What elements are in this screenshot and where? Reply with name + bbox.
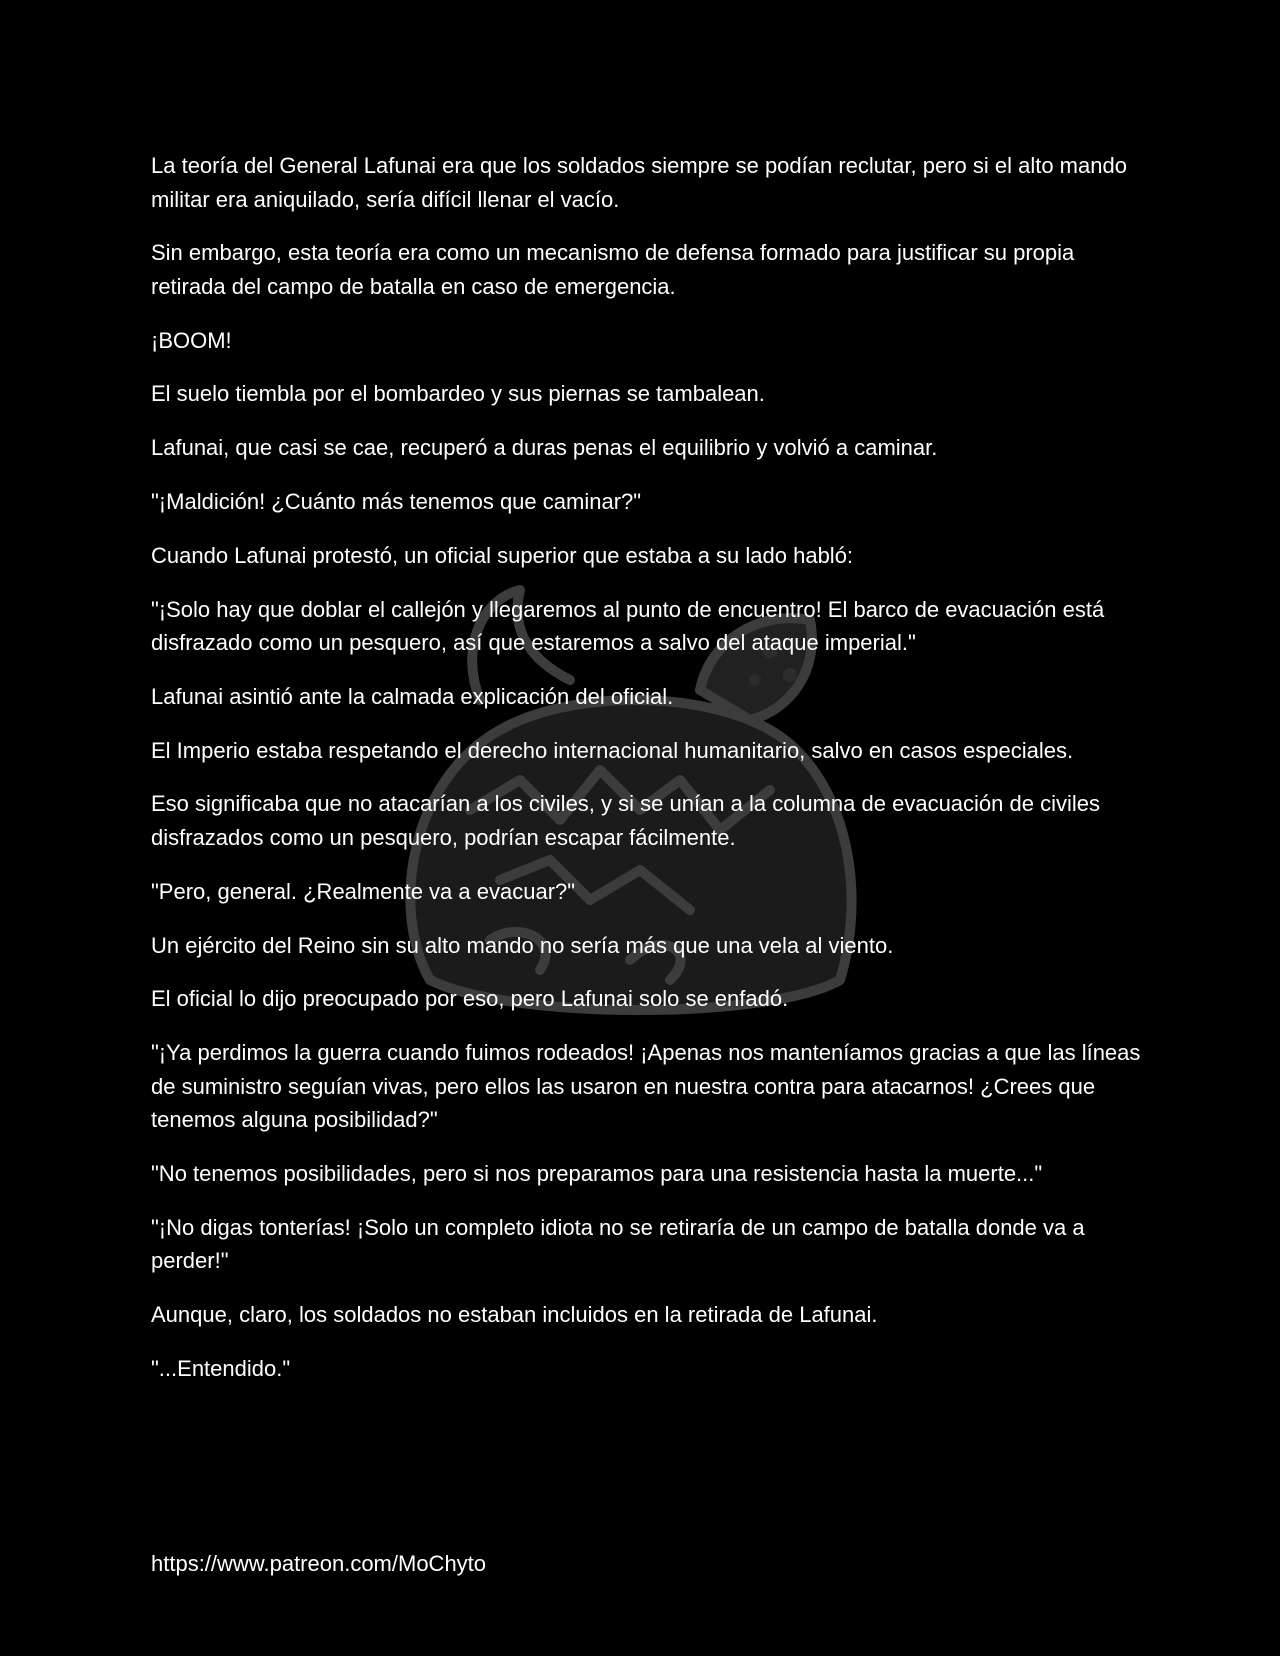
paragraph: "¡Maldición! ¿Cuánto más tenemos que caminar?" xyxy=(151,488,642,514)
paragraph: El oficial lo dijo preocupado por eso, pero Lafunai solo se enfadó. xyxy=(151,986,789,1012)
paragraph: Sin embargo, esta teoría era como un mecanismo de defensa formado para justificar su propia retirada del campo de batalla en caso de emergencia. xyxy=(151,240,1075,299)
chapter-text xyxy=(151,149,1141,1406)
paragraph: Lafunai, que casi se cae, recuperó a duras penas el equilibrio y volvió a caminar. xyxy=(151,435,938,461)
paragraph: "¡No digas tonterías! ¡Solo un completo idiota no se retiraría de un campo de batalla donde va a perder!" xyxy=(151,1214,1085,1274)
paragraph: "Pero, general. ¿Realmente va a evacuar?" xyxy=(151,878,576,904)
paragraph: "¡Solo hay que doblar el callejón y llegaremos al punto de encuentro! El barco de evacuación está disfrazado como un pesquero, así que estaremos a salvo del ataque imperial." xyxy=(151,596,1105,656)
paragraph: Aunque, claro, los soldados no estaban incluidos en la retirada de Lafunai. xyxy=(151,1302,878,1328)
paragraph: Un ejército del Reino sin su alto mando no sería más que una vela al viento. xyxy=(151,932,894,958)
paragraph: El suelo tiembla por el bombardeo y sus piernas se tambalean. xyxy=(151,381,765,407)
paragraph: La teoría del General Lafunai era que los soldados siempre se podían reclutar, pero si el alto mando militar era aniquilado, sería difícil llenar el vacío. xyxy=(151,153,1127,212)
patreon-link[interactable]: https://www.patreon.com/MoChyto xyxy=(151,1551,487,1576)
paragraph: Lafunai asintió ante la calmada explicación del oficial. xyxy=(151,683,674,709)
paragraph: "...Entendido." xyxy=(151,1355,291,1381)
paragraph: ¡BOOM! xyxy=(151,327,232,353)
paragraph: Eso significaba que no atacarían a los civiles, y si se unían a la columna de evacuación de civiles disfrazados como un pesquero, podrían escapar fácilmente. xyxy=(151,791,1100,850)
paragraph: "¡Ya perdimos la guerra cuando fuimos rodeados! ¡Apenas nos manteníamos gracias a que las líneas de suministro seguían vivas, pero ellos las usaron en nuestra contra para atacarnos! ¿Crees que tenemos alguna posibilidad?" xyxy=(151,1040,1141,1133)
paragraph: Cuando Lafunai protestó, un oficial superior que estaba a su lado habló: xyxy=(151,542,854,568)
paragraph: "No tenemos posibilidades, pero si nos preparamos para una resistencia hasta la muerte..." xyxy=(151,1160,1043,1186)
paragraph: El Imperio estaba respetando el derecho internacional humanitario, salvo en casos especiales. xyxy=(151,737,1074,763)
